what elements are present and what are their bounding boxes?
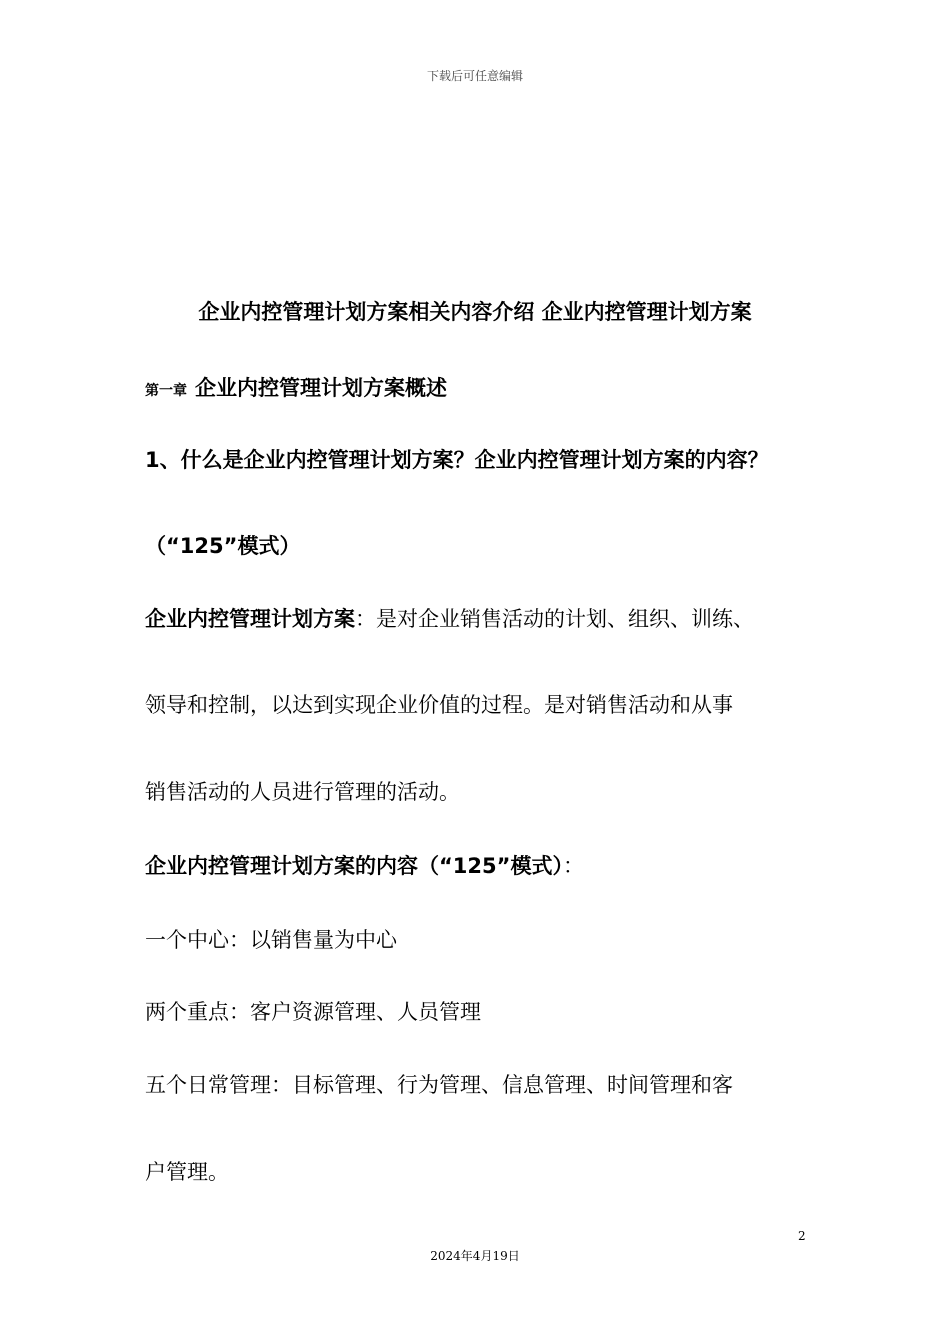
definition-text-1: ：是对企业销售活动的计划、组织、训练、	[355, 607, 754, 631]
chapter-number: 第一章	[145, 383, 187, 399]
item-five-daily-line-1: 五个日常管理：目标管理、行为管理、信息管理、时间管理和客	[145, 1073, 733, 1097]
section-question: 1、什么是企业内控管理计划方案？企业内控管理计划方案的内容？	[145, 448, 769, 472]
mode-note: （“125”模式）	[145, 534, 301, 558]
chapter-heading	[145, 372, 447, 402]
content-heading-suffix: ：	[562, 854, 584, 878]
definition-line-2: 领导和控制，以达到实现企业价值的过程。是对销售活动和从事	[145, 693, 733, 717]
page-header: 下载后可任意编辑	[426, 69, 523, 83]
definition-line-1	[145, 603, 754, 633]
definition-term: 企业内控管理计划方案	[145, 607, 355, 631]
content-heading	[145, 850, 584, 880]
chapter-title: 企业内控管理计划方案概述	[195, 376, 447, 400]
page-number: 2	[798, 1229, 806, 1243]
page-footer-date: 2024年4月19日	[430, 1249, 520, 1263]
definition-line-3: 销售活动的人员进行管理的活动。	[145, 780, 460, 804]
item-one-center: 一个中心：以销售量为中心	[145, 928, 397, 952]
item-two-focus: 两个重点：客户资源管理、人员管理	[145, 1000, 481, 1024]
document-title: 企业内控管理计划方案相关内容介绍 企业内控管理计划方案	[198, 300, 752, 324]
content-heading-text: 企业内控管理计划方案的内容（“125”模式）	[145, 854, 563, 878]
item-five-daily-line-2: 户管理。	[145, 1160, 229, 1184]
